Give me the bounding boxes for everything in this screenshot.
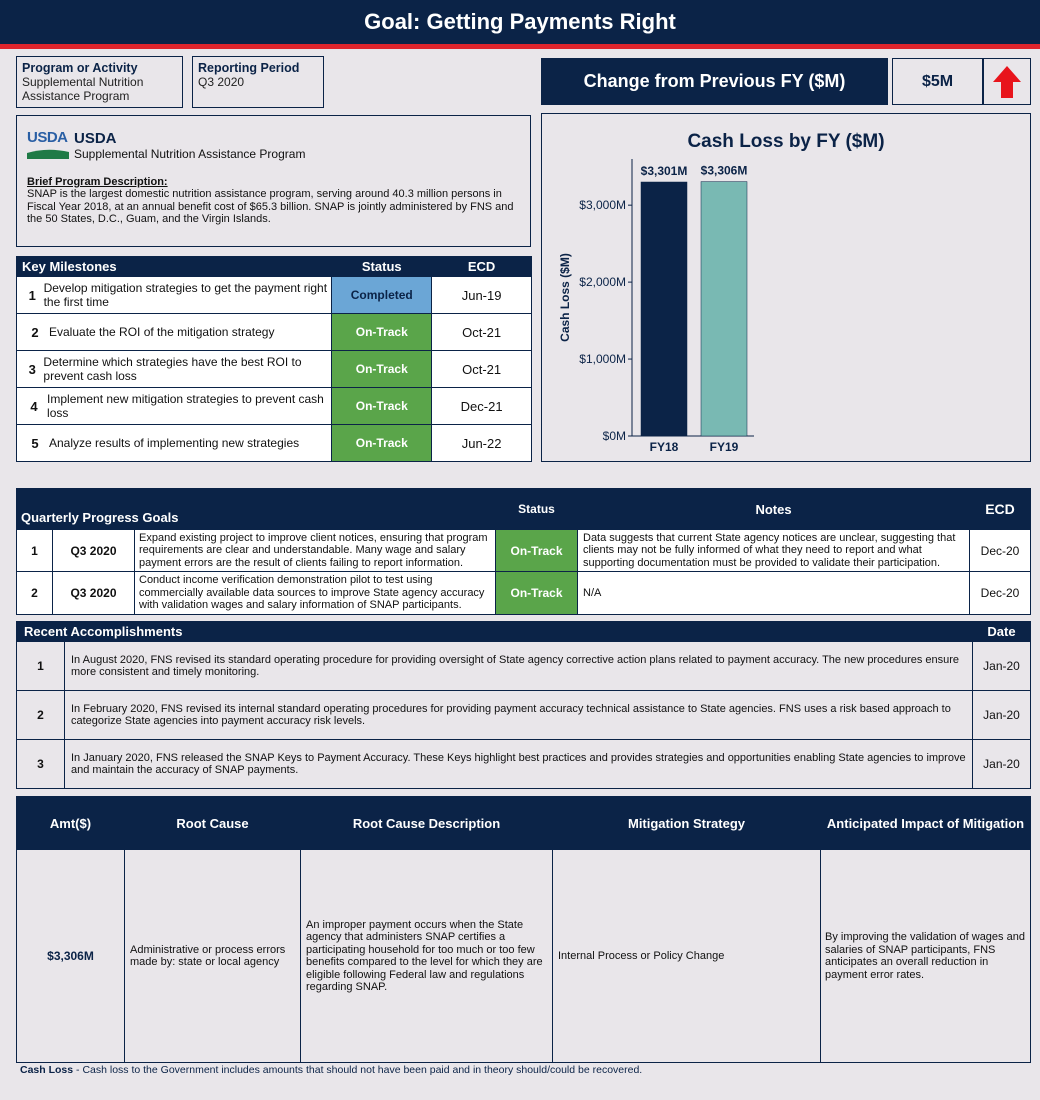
accomplishment-text: In February 2020, FNS revised its internal standard operating procedures for providing payment accuracy technical assistance to State agencies. FNS uses a risk based approach to categorize State agencies into payment accuracy risk levels. <box>65 691 973 740</box>
status-badge: On-Track <box>332 425 432 462</box>
chart-title: Cash Loss by FY ($M) <box>687 131 885 152</box>
status-badge: Completed <box>332 277 432 314</box>
milestone-ecd: Dec-21 <box>432 388 532 425</box>
period-value: Q3 2020 <box>198 75 245 89</box>
root-cause-description-value: An improper payment occurs when the State agency that administers SNAP certifies a participating household for too much or too few benefits compared to the level for which they are eligible following Federal law and regulations regarding SNAP. <box>301 850 553 1063</box>
period-box <box>192 56 324 108</box>
milestone-num: 4 <box>30 398 38 414</box>
root-cause-value: Administrative or process errors made by: state or local agency <box>125 850 301 1063</box>
anticipated-impact-header: Anticipated Impact of Mitigation <box>821 797 1031 850</box>
milestones-header: Key Milestones <box>17 257 332 277</box>
usda-logo-text: USDA <box>27 129 68 146</box>
goal-quarter: Q3 2020 <box>53 572 135 615</box>
page-title: Goal: Getting Payments Right <box>0 0 1040 44</box>
mitigation-strategy-header: Mitigation Strategy <box>553 797 821 850</box>
y-tick-label: $0M <box>602 429 626 443</box>
milestone-text: Develop mitigation strategies to get the payment right the first time <box>43 281 328 309</box>
footnote-text: - Cash loss to the Government includes amounts that should not have been paid and in theory should/could be recovered. <box>73 1064 643 1076</box>
amount-value: $3,306M <box>17 850 125 1063</box>
usda-logo <box>27 130 71 164</box>
goal-num: 1 <box>17 530 53 572</box>
goals-status-header: Status <box>496 489 578 530</box>
goal-text: Conduct income verification demonstration pilot to test using commercially available data sources to improve State agency accuracy with validation wages and salary information of SNAP participants. <box>135 572 496 615</box>
accomplishment-text: In January 2020, FNS released the SNAP Keys to Payment Accuracy. These Keys highlight best practices and provides strategies and opportunities enabling State agencies to improve and maintain the accuracy of SNAP payments. <box>65 740 973 789</box>
milestone-text: Evaluate the ROI of the mitigation strategy <box>49 325 275 339</box>
accomplishment-date: Jan-20 <box>973 642 1031 691</box>
amt-header: Amt($) <box>17 797 125 850</box>
table-row <box>17 642 1031 691</box>
goal-notes: N/A <box>578 572 970 615</box>
y-tick-label: $3,000M <box>579 198 626 213</box>
table-row <box>17 572 1031 615</box>
change-value: $5M <box>892 58 983 105</box>
milestone-num: 3 <box>28 361 36 377</box>
milestones-ecd-header: ECD <box>432 257 532 277</box>
anticipated-impact-value: By improving the validation of wages and salaries of SNAP participants, FNS anticipates an overall reduction in payment error rates. <box>821 850 1031 1063</box>
footnote-term: Cash Loss <box>20 1064 74 1076</box>
status-badge: On-Track <box>332 351 432 388</box>
chart-plot <box>542 114 1030 461</box>
goal-ecd: Dec-20 <box>970 530 1031 572</box>
accomplishment-text: In August 2020, FNS revised its standard operating procedure for providing oversight of State agency corrective action plans related to payment accuracy. The new procedures ensure more consistent and timely monitoring. <box>65 642 973 691</box>
table-row <box>17 388 532 425</box>
y-axis-label: Cash Loss ($M) <box>558 253 572 342</box>
accomplishments-table <box>16 621 1031 789</box>
accomplishment-num: 1 <box>17 642 65 691</box>
program-box <box>16 56 183 108</box>
program-label: Program or Activity <box>22 61 138 75</box>
milestone-ecd: Oct-21 <box>432 351 532 388</box>
goals-table <box>16 488 1031 615</box>
milestone-ecd: Oct-21 <box>432 314 532 351</box>
goal-text: Expand existing project to improve client notices, ensuring that program requirements are clear and understandable. Many wage and salary payment errors are the result of clients failing to report information. <box>135 530 496 572</box>
cash-loss-chart <box>541 113 1031 462</box>
bar-data-label: $3,301M <box>640 164 688 179</box>
goal-notes: Data suggests that current State agency notices are unclear, suggesting that clients may not be fully informed of what they need to report and what supporting documentation must be provided to validate their participation. <box>578 530 970 572</box>
description-text: SNAP is the largest domestic nutrition assistance program, serving around 40.3 million persons in Fiscal Year 2018, at an annual benefit cost of $65.3 billion. SNAP is jointly administered by FNS and the 50 States, D.C., Guam, and the Virgin Islands. <box>27 188 514 225</box>
x-tick-label: FY18 <box>649 440 679 454</box>
table-row <box>17 425 532 462</box>
accomplishment-num: 3 <box>17 740 65 789</box>
milestone-ecd: Jun-22 <box>432 425 532 462</box>
arrow-up-icon <box>983 58 1031 105</box>
mitigation-strategy-value: Internal Process or Policy Change <box>553 850 821 1063</box>
footnote <box>20 1064 642 1076</box>
milestone-text: Determine which strategies have the best ROI to prevent cash loss <box>43 355 302 383</box>
table-row <box>17 277 532 314</box>
table-row <box>17 530 1031 572</box>
y-tick-label: $2,000M <box>579 275 626 290</box>
program-value: Supplemental Nutrition Assistance Program <box>22 75 144 103</box>
y-tick-label: $1,000M <box>579 352 626 367</box>
accomplishments-header: Recent Accomplishments <box>17 622 973 642</box>
goals-notes-header: Notes <box>578 489 970 530</box>
accomplishment-num: 2 <box>17 691 65 740</box>
status-badge: On-Track <box>496 572 578 615</box>
table-row <box>17 740 1031 789</box>
bar-data-label: $3,306M <box>700 163 748 178</box>
goals-header: Quarterly Progress Goals <box>17 489 496 530</box>
agency-name: USDA <box>74 130 117 147</box>
accomplishment-date: Jan-20 <box>973 691 1031 740</box>
accomplishments-date-header: Date <box>973 622 1031 642</box>
milestone-text: Implement new mitigation strategies to prevent cash loss <box>47 392 324 420</box>
milestone-ecd: Jun-19 <box>432 277 532 314</box>
accomplishment-date: Jan-20 <box>973 740 1031 789</box>
table-row <box>17 314 532 351</box>
status-badge: On-Track <box>332 314 432 351</box>
goal-ecd: Dec-20 <box>970 572 1031 615</box>
change-label: Change from Previous FY ($M) <box>541 58 888 105</box>
table-row <box>17 850 1031 1063</box>
milestones-table <box>16 256 532 462</box>
goal-quarter: Q3 2020 <box>53 530 135 572</box>
milestone-num: 5 <box>31 435 39 451</box>
bar-fy18 <box>641 182 687 436</box>
table-row <box>17 351 532 388</box>
milestone-num: 2 <box>31 324 39 340</box>
bar-fy19 <box>701 182 747 436</box>
root-cause-header: Root Cause <box>125 797 301 850</box>
goals-ecd-header: ECD <box>970 489 1031 530</box>
status-badge: On-Track <box>332 388 432 425</box>
description-label: Brief Program Description: <box>27 176 168 188</box>
milestone-text: Analyze results of implementing new strategies <box>49 436 300 450</box>
header-divider <box>0 44 1040 49</box>
status-badge: On-Track <box>496 530 578 572</box>
milestone-num: 1 <box>28 287 36 303</box>
goal-num: 2 <box>17 572 53 615</box>
agency-program-name: Supplemental Nutrition Assistance Program <box>74 147 306 161</box>
x-tick-label: FY19 <box>709 440 739 454</box>
program-description-box <box>16 115 531 247</box>
root-cause-table <box>16 796 1031 1063</box>
table-row <box>17 691 1031 740</box>
period-label: Reporting Period <box>198 61 300 75</box>
root-cause-description-header: Root Cause Description <box>301 797 553 850</box>
milestones-status-header: Status <box>332 257 432 277</box>
